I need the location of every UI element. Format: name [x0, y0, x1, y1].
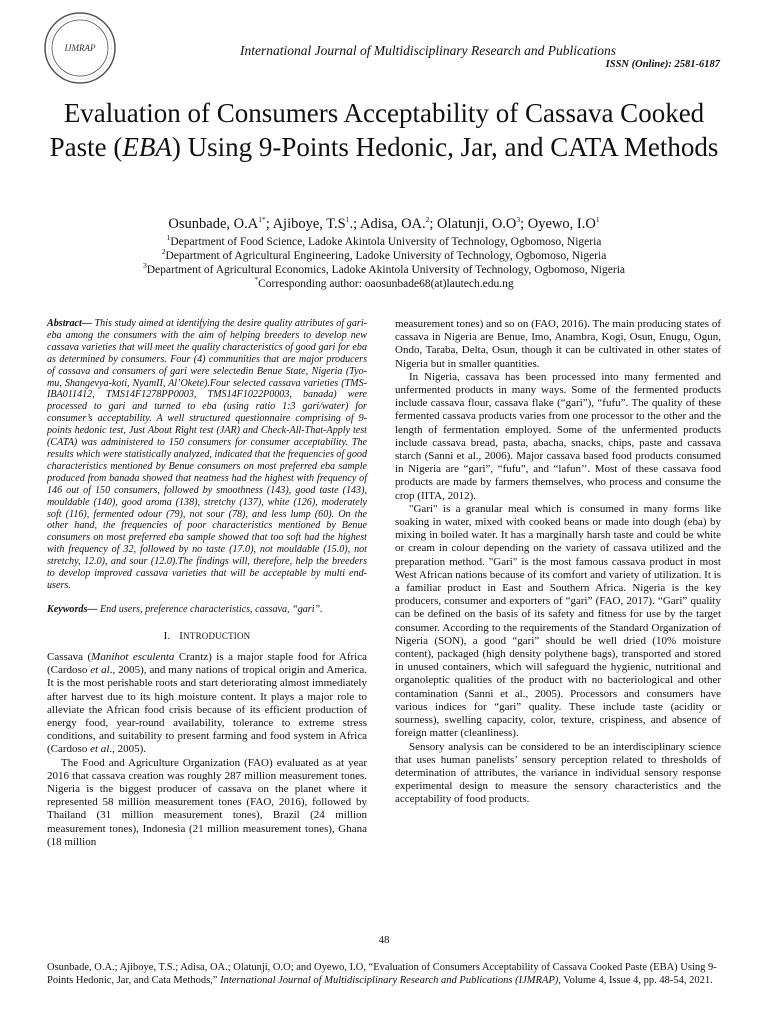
- author: Oyewo, I.O: [527, 216, 596, 232]
- corresponding-author: *Corresponding author: oaosunbade68(at)lautech.edu.ng: [254, 275, 514, 290]
- issn: ISSN (Online): 2581-6187: [605, 59, 720, 70]
- author: Ajiboye, T.S: [272, 216, 346, 232]
- author: Osunbade, O.A: [168, 216, 259, 232]
- body-paragraph: Sensory analysis can be considered to be an interdisciplinary science that uses human panelists’ sensory perception related to thresholds of determination of attributes, the variance in individual sensory response experimental design to measure the sensory characteristics and the acceptability of food products.: [395, 740, 721, 806]
- section-heading-introduction: I. INTRODUCTION: [163, 629, 251, 642]
- intro-paragraph: Cassava (Manihot esculenta Crantz) is a major staple food for Africa (Cardoso et al., 2005), and many nations of tropical origin and America. It is the most perishable roots and start deteriorating almost immediately after harvest due to its high moisture content. It plays a major role to alleviate the African food crisis because of its efficient production of energy food, year-round availability, tolerance to extreme stress conditions, and suitability to present farming and food system in Africa (Cardoso et al., 2005).: [47, 650, 368, 756]
- author: Adisa, OA.: [359, 216, 426, 232]
- intro-paragraph: The Food and Agriculture Organization (FAO) evaluated as at year 2016 that cassava creation was roughly 287 million measurement tones. Nigeria is the biggest producer of cassava on the planet where it represented 58 million measurement tones (FAO, 2016), followed by Thailand (31 million measurement tones), Brazil (24 million measurement tones), Indonesia (21 million measurement tones), Ghana (18 million: [47, 756, 367, 848]
- abstract: Abstract— This study aimed at identifying the desire quality attributes of gari-eba among the consumers with the aim of helping breeders to develop new cassava varieties that will meet the quality characteristics of good gari for eba as determined by consumers. Four (4) communities that are major producers of cassava and consumers of gari were selectedin Benue State, Nigeria (Tyo-mu, Shangevya-koti, NyamII, Al’Okete).Four selected cassava varieties (TMS-IBA011412, TMS14F1278PP0003, TMS14F1022P0003, banada) were processed to gari and turned to eba (using ratio 1:3 gari/water) for consumer’s acceptability. A well structured questionnaire comprising of 9-points hedonic test, Just About Right test (JAR) and Check-All-That-Apply test (CATA) was administered to 150 consumers for consumer acceptability. The results which were statistically analyzed, indicated that the frequencies of good characteristics mentioned by Benue consumers on most preferred eba sample produced from banada showed that neatness had the highest with frequency of 146 out of 150 consumers, followed by smoothness (143), good taste (143), mouldable (140), good aroma (138), stretchy (137), white (126), moderately soft (116), fermented odour (79), not sour (78), and less lump (60). On the other hand, the frequencies of poor characteristics mentioned by Benue consumers on most preferred eba sample showed that too soft had the highest with frequency of 32, followed by no taste (17.0), not mouldable (15.0), not stretchy, 12.0), and sour (12.0).The findings will, therefore, help the breeders to develop improved cassava varieties that will be acceptable by multi end-users.: [47, 318, 367, 591]
- affiliation: $^1$Department of Food Science, Ladoke Akintola University of Technology, Ogbomoso, Nigeria: [166, 233, 602, 248]
- citation-footer: Osunbade, O.A.; Ajiboye, T.S.; Adisa, OA.; Olatunji, O.O; and Oyewo, I.O, “Evaluation of Consumers Acceptability of Cassava Cooked Paste (EBA) Using 9-Points Hedonic, Jar, and Cata Methods,” International Journal of Multidisciplinary Research and Publications (IJMRAP), Volume 4, Issue 4, pp. 48-54, 2021.: [47, 962, 717, 986]
- author-list: Osunbade, $O.A^{1*}$; Ajiboye, $T.S^1$.; Adisa, OA.$^2$; Olatunji, $O.O^3$; Oyewo, $I.O^1$: [168, 215, 600, 232]
- affiliation: $^2$Department of Agricultural Engineering, Ladoke University of Technology, Ogbomoso, Nigeria: [161, 247, 607, 262]
- body-paragraph: In Nigeria, cassava has been processed into many fermented and unfermented products in many ways. Some of the fermented products include cassava flour, cassava flake (“gari”), “fufu”. The quality of these fermented cassava products varies from one processor to the other and the length of fermentation employed. Some of the unfermented products include cassava bread, pasta, abacha, snacks, chips, paste and cassava starch (Sanni et al., 2006). Major cassava based food products consumed in Nigeria are “gari”, “fufu”, and “lafun’’. Most of these cassava food products are made by farmers themselves, who process and consume the crop (IITA, 2012).: [395, 370, 721, 502]
- affiliation: $^3$Department of Agricultural Economics, Ladoke Akintola University of Technology, Ogbomoso, Nigeria: [142, 261, 625, 276]
- journal-seal-logo: [42, 10, 118, 86]
- author: Olatunji, O.O: [437, 216, 517, 232]
- journal-name: International Journal of Multidisciplinary Research and Publications: [240, 43, 616, 58]
- right-column: [395, 318, 721, 807]
- page-number: 48: [378, 934, 390, 946]
- body-paragraph: measurement tones) and so on (FAO, 2016). The main producing states of cassava in Nigeria are Benue, Imo, Anambra, Kogi, Osun, Enugu, Ogun, Ondo, Taraba, Delta, Osun, though it can be cultivated in other states of Nigeria but in smaller quantities.: [395, 318, 721, 370]
- logo-text: IJMRAP: [64, 43, 96, 53]
- keywords: Keywords— End users, preference characteristics, cassava, “gari”.: [47, 603, 323, 615]
- paper-title: Evaluation of Consumers Acceptability of Cassava Cooked Paste (EBA) Using 9-Points Hedonic, Jar, and CATA Methods: [49, 98, 719, 162]
- body-paragraph: "Gari" is a granular meal which is consumed in many forms like soaking in water, mixed with cooked beans or made into dough (eba) by mixing in boiled water. It has a marginally harsh taste and could be white or cream in colour depending on the variety of cassava utilized and the preparation method. "Gari" is the most famous cassava product in most West African nations because of its comfort and variety of utilization. It is a familiar product in East and Southern Africa. Nigeria is the key producers, consumer and exporters of “gari” (FAO, 2017). “Gari” quality can be defined on the basis of its safety and fitness for use by the target consumer. According to the requirements of the Standard Organization of Nigeria (SON), a good “gari” should be well dried (10% moisture content), packaged (high density polythene bags), transported and stored in unused containers, which will safeguard the hygienic, nutritional and organoleptic qualities of the product with no bacteriological and other contamination (Sanni et al., 2005). Processors and consumers have various indices for “gari” quality. These include taste (acidity or sourness), swelling capacity, color, texture, crispiness, and absence of foreign matter (cleanliness).: [395, 502, 721, 740]
- left-column: [47, 318, 367, 849]
